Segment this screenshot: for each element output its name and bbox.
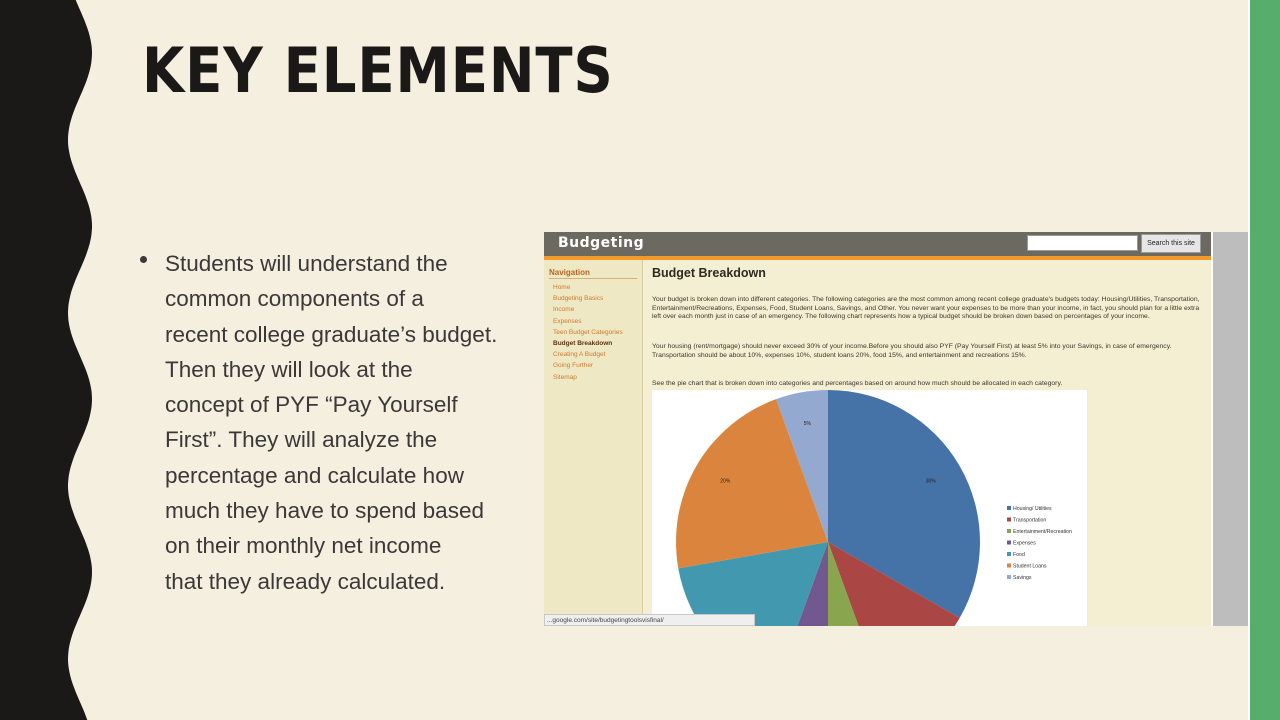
bullet-item	[140, 246, 510, 599]
browser-side-panel	[1211, 232, 1248, 626]
nav-item[interactable]: Budget Breakdown	[553, 340, 613, 348]
legend-label: Food	[1013, 552, 1025, 558]
legend-item	[1007, 506, 1052, 512]
site-search-input[interactable]	[1027, 235, 1138, 251]
legend-item	[1007, 518, 1046, 524]
legend-item	[1007, 529, 1072, 535]
chart-intro-paragraph: See the pie chart that is broken down into categories and percentages based on around how much should be allocated in each category.	[652, 380, 1063, 387]
legend-swatch	[1007, 575, 1011, 579]
legend-label: Expenses	[1013, 540, 1036, 547]
legend-swatch	[1007, 518, 1011, 522]
legend-label: Transportation	[1013, 517, 1047, 524]
wavy-left-band	[0, 0, 110, 720]
bullet-text: Students will understand the common components of a recent college graduate’s budget. Then they will look at the concept of PYF “Pay Yourself First”. They will analyze the percentage and calculate how much they have to spend based on their monthly net income that they already calculated.	[165, 251, 498, 594]
legend-item	[1007, 564, 1047, 570]
legend-swatch	[1007, 529, 1011, 533]
pie-slice-label: 30%	[925, 478, 936, 485]
nav-item[interactable]: Expenses	[553, 317, 582, 325]
legend-item	[1007, 575, 1032, 581]
legend-item	[1007, 552, 1025, 558]
site-page	[544, 260, 1211, 626]
search-site-button[interactable]: Search this site	[1141, 234, 1201, 253]
legend-label: Student Loans	[1013, 563, 1047, 570]
status-bar-url: ...google.com/site/budgetingtoolsvisfinal/	[544, 614, 755, 626]
legend-label: Housing/ Utilities	[1013, 506, 1052, 512]
legend-swatch	[1007, 541, 1011, 545]
legend-swatch	[1007, 506, 1011, 510]
nav-item[interactable]: Sitemap	[553, 373, 577, 381]
nav-item[interactable]: Budgeting Basics	[553, 295, 604, 303]
pie-chart	[652, 390, 1087, 626]
intro-paragraph: Your budget is broken down into different categories. The following categories are the most common among recent college graduate's budgets today: Housing/Utilities, Transportation, Entertainment/Recreations, Expenses, Food, Student Loans, Savings, and Other. You never want your expenses to be more than your income, in fact, you should plan for a little extra left over each month just in case of an emergency. The following chart represents how a typical budget should be broken down based on percentages of your income.	[652, 296, 1200, 321]
nav-item[interactable]: Going Further	[553, 362, 594, 370]
site-title[interactable]: Budgeting	[558, 235, 645, 251]
slide-title: KEY ELEMENTS	[142, 34, 614, 107]
legend-swatch	[1007, 564, 1011, 568]
legend-item	[1007, 541, 1036, 547]
legend-label: Entertainment/Recreation	[1013, 529, 1072, 535]
legend-swatch	[1007, 552, 1011, 556]
pie-slice-label: 20%	[720, 478, 731, 485]
nav-item[interactable]: Income	[553, 306, 575, 314]
site-sidebar	[544, 260, 643, 626]
nav-title: Navigation	[549, 268, 637, 279]
nav-list	[553, 282, 623, 383]
site-header	[544, 232, 1211, 256]
green-accent-stripe	[1250, 0, 1280, 720]
nav-item[interactable]: Home	[553, 284, 571, 291]
website-screenshot	[544, 232, 1248, 626]
legend-label: Savings	[1013, 575, 1032, 581]
housing-paragraph: Your housing (rent/mortgage) should never exceed 30% of your income.Before you should also PYF (Pay Yourself First) at least 5% into your Savings, in case of emergency. Transportation should be about 10%, expenses 10%, student loans 20%, food 15%, and entertainment and recreations 15%.	[652, 343, 1172, 359]
bullet-dot-icon	[140, 256, 147, 263]
pie-chart-container	[652, 390, 1087, 626]
nav-item[interactable]: Teen Budget Categories	[553, 328, 623, 336]
page-title: Budget Breakdown	[652, 266, 766, 280]
nav-item[interactable]: Creating A Budget	[553, 351, 606, 359]
pie-slice-label: 5%	[803, 421, 812, 428]
